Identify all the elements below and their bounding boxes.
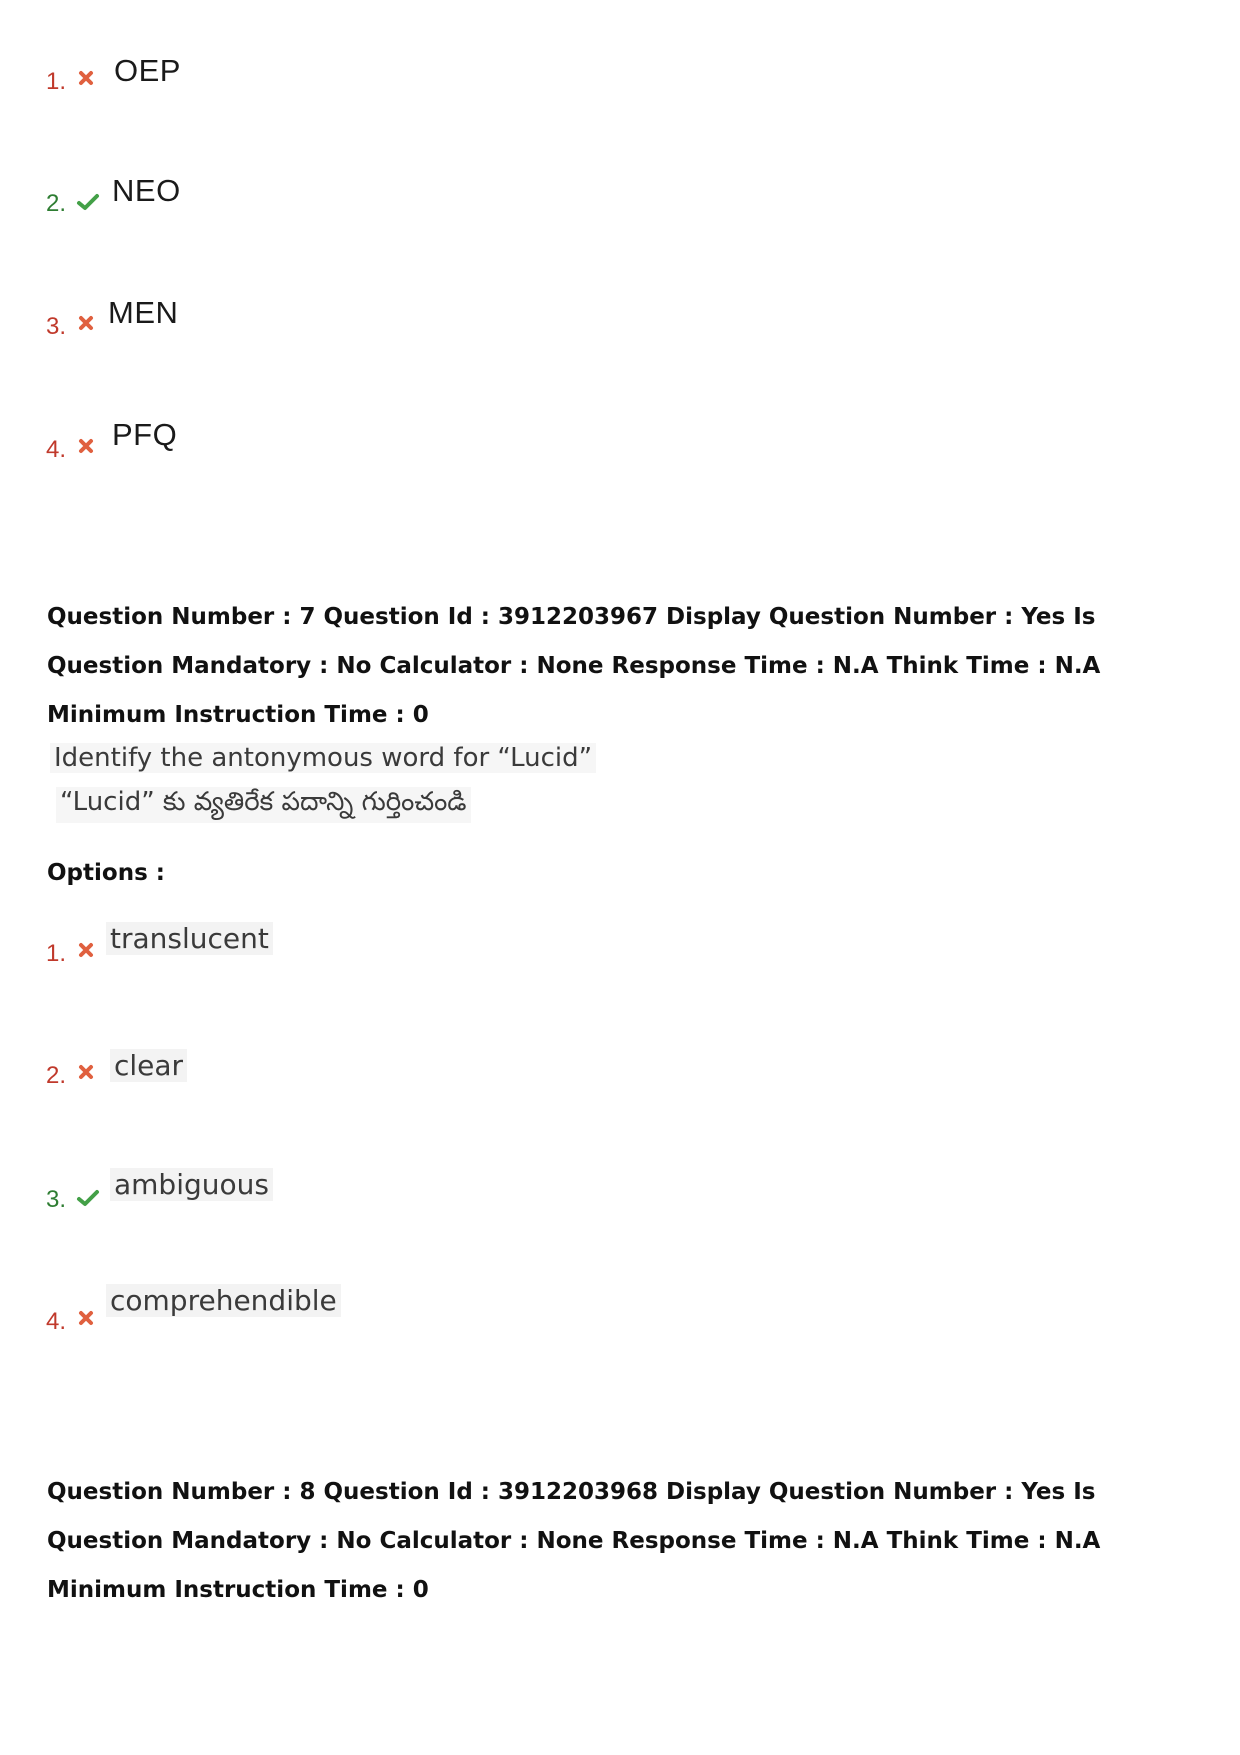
cross-icon [76, 940, 96, 960]
check-icon [76, 1188, 100, 1208]
cross-icon [76, 436, 96, 456]
option-item [46, 1168, 646, 1224]
option-text: OEP [114, 53, 181, 88]
option-number: 2. [46, 1062, 67, 1089]
option-number: 1. [46, 68, 67, 95]
option-text: NEO [112, 173, 181, 208]
option-item [46, 922, 646, 978]
option-number: 1. [46, 940, 67, 967]
option-text: MEN [108, 295, 179, 330]
option-item [46, 417, 646, 474]
option-number: 4. [46, 1308, 67, 1335]
cross-icon [76, 313, 96, 333]
option-item [46, 173, 646, 228]
option-text: ambiguous [110, 1168, 273, 1201]
question-stem-english: Identify the antonymous word for “Lucid” [50, 743, 596, 773]
cross-icon [76, 1308, 96, 1328]
option-item [46, 53, 646, 106]
option-number: 2. [46, 190, 67, 217]
option-number: 3. [46, 1186, 67, 1213]
question-meta: Question Number : 8 Question Id : 3912203968 Display Question Number : Yes Is Question Mandatory : No Calculator : None Response Time : N.A Think Time : N.A Minimum Instruction Time : 0 [47, 1479, 1101, 1603]
cross-icon [76, 68, 96, 88]
question-meta: Question Number : 7 Question Id : 3912203967 Display Question Number : Yes Is Question Mandatory : No Calculator : None Response Time : N.A Think Time : N.A Minimum Instruction Time : 0 [47, 604, 1101, 728]
option-item [46, 1049, 646, 1100]
cross-icon [76, 1062, 96, 1082]
option-text: PFQ [112, 417, 178, 452]
option-text: clear [110, 1049, 187, 1082]
option-item [46, 295, 646, 351]
option-item [46, 1284, 646, 1346]
option-text: translucent [106, 922, 273, 955]
option-number: 4. [46, 436, 67, 463]
options-label: Options : [47, 860, 165, 886]
option-text: comprehendible [106, 1284, 341, 1317]
option-number: 3. [46, 313, 67, 340]
question-stem-telugu: “Lucid” కు వ్యతిరేక పదాన్ని గుర్తించండి [56, 787, 471, 823]
check-icon [76, 192, 100, 212]
